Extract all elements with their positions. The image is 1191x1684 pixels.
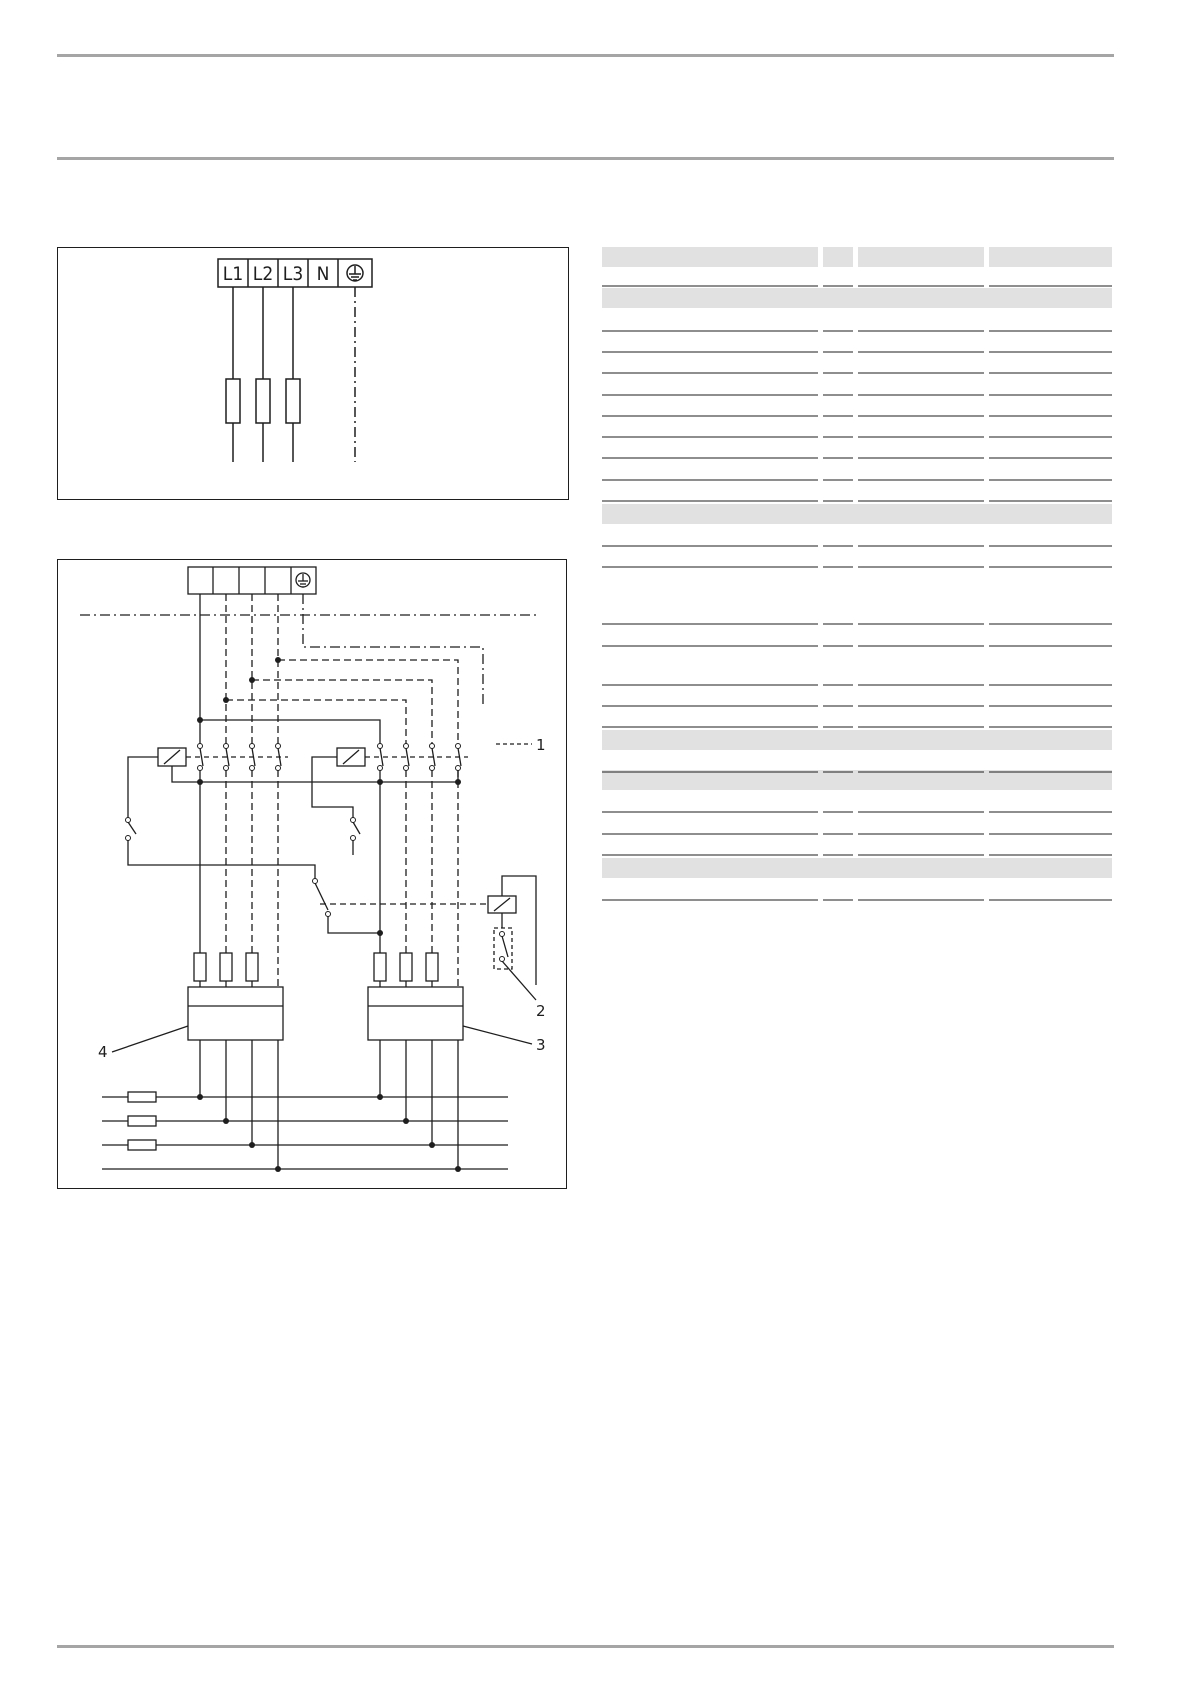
- terminal-strip: [188, 567, 316, 594]
- table-section-band: [602, 288, 1112, 308]
- table-row-lines: [602, 286, 1112, 900]
- fuse-l2: [256, 379, 270, 423]
- terminal-label-n: N: [316, 263, 330, 285]
- terminal-label-l1: L1: [222, 263, 244, 285]
- unit-box-left: [188, 987, 283, 1040]
- callout-1: 1: [536, 736, 546, 754]
- terminal-label-l2: L2: [252, 263, 274, 285]
- callout-2: 2: [536, 1002, 546, 1020]
- footer-rule: [57, 1645, 1114, 1648]
- top-rule: [57, 54, 1114, 57]
- table-section-band: [602, 730, 1112, 750]
- table-section-band: [602, 770, 1112, 790]
- callout-4: 4: [98, 1043, 108, 1061]
- changeover-wiring-diagram: [57, 559, 567, 1189]
- table-header-bands: [602, 247, 1112, 878]
- terminal-label-l3: L3: [282, 263, 304, 285]
- fuse-l1: [226, 379, 240, 423]
- header-rule: [57, 157, 1114, 160]
- mains-connection-diagram: [57, 247, 569, 500]
- table-section-band: [602, 504, 1112, 524]
- specification-table: [602, 247, 1112, 907]
- fuse-l3: [286, 379, 300, 423]
- callout-3: 3: [536, 1036, 546, 1054]
- table-header-row: [602, 247, 818, 267]
- unit-box-right: [368, 987, 463, 1040]
- table-section-band: [602, 858, 1112, 878]
